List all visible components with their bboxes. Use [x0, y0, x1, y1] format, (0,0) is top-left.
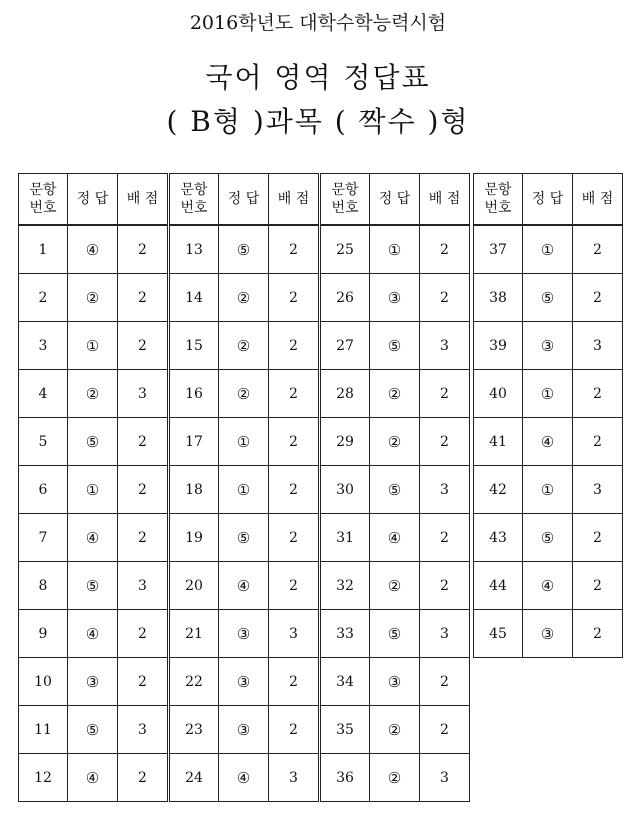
- answer-cell: ④: [68, 514, 118, 562]
- column-header-points-label: 배 점: [428, 191, 461, 207]
- points-cell: 2: [573, 562, 623, 610]
- table-header-row: [321, 174, 470, 226]
- table-row: [170, 370, 319, 418]
- question-number-cell: 4: [19, 370, 68, 418]
- table-row: [19, 610, 168, 658]
- table-row: [170, 225, 319, 274]
- column-header-number: [321, 174, 370, 226]
- points-cell: 2: [420, 658, 470, 706]
- question-number-cell: 5: [19, 418, 68, 466]
- points-cell: 2: [118, 274, 168, 322]
- table-row: [19, 562, 168, 610]
- question-number-cell: 26: [321, 274, 370, 322]
- question-number-cell: 13: [170, 225, 219, 274]
- question-number-cell: 33: [321, 610, 370, 658]
- points-cell: 2: [573, 610, 623, 658]
- column-header-points: [573, 174, 623, 226]
- column-header-answer-label: 정 답: [378, 191, 411, 207]
- points-cell: 3: [118, 370, 168, 418]
- table-row: [170, 658, 319, 706]
- answer-cell: ④: [523, 418, 573, 466]
- answer-cell: ②: [370, 418, 420, 466]
- question-number-cell: 45: [474, 610, 523, 658]
- column-header-answer: [523, 174, 573, 226]
- points-cell: 2: [269, 706, 319, 754]
- column-header-answer: [370, 174, 420, 226]
- points-cell: 2: [118, 322, 168, 370]
- table-row: [474, 466, 623, 514]
- exam-type-line: ( B형 )과목 ( 짝수 )형: [166, 105, 470, 138]
- answer-cell: ⑤: [523, 514, 573, 562]
- question-number-cell: 22: [170, 658, 219, 706]
- answer-cell: ③: [370, 658, 420, 706]
- question-number-cell: 31: [321, 514, 370, 562]
- answer-cell: ⑤: [523, 274, 573, 322]
- table-row: [19, 514, 168, 562]
- question-number-cell: 12: [19, 754, 68, 802]
- exam-title: 2016학년도 대학수학능력시험: [189, 12, 447, 34]
- question-number-cell: 15: [170, 322, 219, 370]
- points-cell: 2: [118, 610, 168, 658]
- answer-table-3: [320, 173, 470, 802]
- question-number-cell: 34: [321, 658, 370, 706]
- answer-cell: ②: [68, 274, 118, 322]
- answer-cell: ②: [219, 274, 269, 322]
- table-row: [321, 370, 470, 418]
- table-row: [474, 610, 623, 658]
- table-row: [474, 514, 623, 562]
- points-cell: 2: [269, 418, 319, 466]
- answer-cell: ③: [219, 610, 269, 658]
- table-row: [170, 322, 319, 370]
- answer-cell: ④: [68, 225, 118, 274]
- answer-cell: ⑤: [370, 466, 420, 514]
- answer-cell: ②: [370, 562, 420, 610]
- column-header-number: [474, 174, 523, 226]
- points-cell: 2: [420, 370, 470, 418]
- points-cell: 2: [118, 514, 168, 562]
- question-number-cell: 35: [321, 706, 370, 754]
- answer-cell: ⑤: [68, 706, 118, 754]
- answer-cell: ③: [523, 610, 573, 658]
- answer-cell: ①: [523, 466, 573, 514]
- table-row: [19, 274, 168, 322]
- answer-table-2: [169, 173, 319, 802]
- points-cell: 2: [420, 562, 470, 610]
- table-row: [474, 322, 623, 370]
- answer-cell: ①: [370, 225, 420, 274]
- answer-cell: ①: [68, 466, 118, 514]
- question-number-cell: 29: [321, 418, 370, 466]
- question-number-cell: 16: [170, 370, 219, 418]
- table-row: [321, 322, 470, 370]
- column-header-points-label: 배 점: [581, 191, 614, 207]
- column-header-answer-label: 정 답: [76, 191, 109, 207]
- points-cell: 2: [118, 225, 168, 274]
- question-number-cell: 25: [321, 225, 370, 274]
- points-cell: 2: [420, 514, 470, 562]
- question-number-cell: 37: [474, 225, 523, 274]
- points-cell: 2: [420, 418, 470, 466]
- column-header-answer: [68, 174, 118, 226]
- table-row: [321, 658, 470, 706]
- table-row: [321, 418, 470, 466]
- points-cell: 2: [573, 225, 623, 274]
- points-cell: 3: [573, 322, 623, 370]
- question-number-cell: 3: [19, 322, 68, 370]
- question-number-cell: 9: [19, 610, 68, 658]
- question-number-cell: 18: [170, 466, 219, 514]
- question-number-cell: 14: [170, 274, 219, 322]
- column-header-points-label: 배 점: [126, 191, 159, 207]
- answer-cell: ⑤: [219, 225, 269, 274]
- answer-cell: ④: [370, 514, 420, 562]
- question-number-cell: 19: [170, 514, 219, 562]
- answer-cell: ⑤: [370, 610, 420, 658]
- question-number-cell: 8: [19, 562, 68, 610]
- column-header-number: [19, 174, 68, 226]
- question-number-cell: 7: [19, 514, 68, 562]
- answer-cell: ⑤: [219, 514, 269, 562]
- table-row: [19, 322, 168, 370]
- points-cell: 2: [269, 466, 319, 514]
- column-header-number-label: 문항 번호: [484, 182, 512, 216]
- question-number-cell: 41: [474, 418, 523, 466]
- question-number-cell: 1: [19, 225, 68, 274]
- question-number-cell: 40: [474, 370, 523, 418]
- column-header-number-label: 문항 번호: [29, 182, 57, 216]
- answer-cell: ④: [219, 562, 269, 610]
- question-number-cell: 38: [474, 274, 523, 322]
- answer-cell: ④: [523, 562, 573, 610]
- answer-cell: ⑤: [68, 418, 118, 466]
- column-header-points-label: 배 점: [277, 191, 310, 207]
- answer-cell: ③: [523, 322, 573, 370]
- answer-cell: ④: [219, 754, 269, 802]
- table-row: [170, 274, 319, 322]
- table-row: [170, 514, 319, 562]
- table-row: [19, 706, 168, 754]
- answer-table-1: [18, 173, 168, 802]
- answer-cell: ②: [219, 370, 269, 418]
- answer-cell: ③: [219, 706, 269, 754]
- question-number-cell: 21: [170, 610, 219, 658]
- answer-cell: ①: [68, 322, 118, 370]
- table-row: [321, 225, 470, 274]
- question-number-cell: 39: [474, 322, 523, 370]
- table-row: [474, 225, 623, 274]
- column-header-answer-label: 정 답: [227, 191, 260, 207]
- points-cell: 2: [118, 418, 168, 466]
- column-header-answer-label: 정 답: [531, 191, 564, 207]
- points-cell: 3: [420, 610, 470, 658]
- question-number-cell: 2: [19, 274, 68, 322]
- column-header-points: [118, 174, 168, 226]
- answer-cell: ⑤: [68, 562, 118, 610]
- table-row: [170, 610, 319, 658]
- table-row: [19, 370, 168, 418]
- points-cell: 3: [420, 754, 470, 802]
- table-row: [19, 754, 168, 802]
- answer-cell: ②: [68, 370, 118, 418]
- points-cell: 2: [573, 370, 623, 418]
- question-number-cell: 20: [170, 562, 219, 610]
- column-header-points: [269, 174, 319, 226]
- points-cell: 2: [269, 658, 319, 706]
- table-row: [474, 418, 623, 466]
- table-row: [170, 754, 319, 802]
- answer-cell: ④: [68, 754, 118, 802]
- table-row: [170, 562, 319, 610]
- points-cell: 2: [269, 322, 319, 370]
- answer-table-4: [473, 173, 623, 658]
- answer-cell: ②: [370, 370, 420, 418]
- question-number-cell: 42: [474, 466, 523, 514]
- points-cell: 2: [269, 370, 319, 418]
- question-number-cell: 44: [474, 562, 523, 610]
- points-cell: 2: [420, 225, 470, 274]
- points-cell: 3: [118, 562, 168, 610]
- points-cell: 2: [118, 754, 168, 802]
- points-cell: 2: [420, 706, 470, 754]
- answer-cell: ③: [370, 274, 420, 322]
- table-row: [321, 610, 470, 658]
- answer-cell: ②: [219, 322, 269, 370]
- answer-cell: ①: [523, 225, 573, 274]
- table-header-row: [170, 174, 319, 226]
- answer-cell: ③: [219, 658, 269, 706]
- points-cell: 2: [269, 274, 319, 322]
- question-number-cell: 10: [19, 658, 68, 706]
- column-header-number-label: 문항 번호: [331, 182, 359, 216]
- question-number-cell: 36: [321, 754, 370, 802]
- table-row: [170, 706, 319, 754]
- table-row: [321, 274, 470, 322]
- points-cell: 2: [269, 562, 319, 610]
- table-row: [19, 466, 168, 514]
- question-number-cell: 27: [321, 322, 370, 370]
- table-row: [170, 418, 319, 466]
- question-number-cell: 11: [19, 706, 68, 754]
- points-cell: 3: [269, 754, 319, 802]
- points-cell: 2: [118, 466, 168, 514]
- points-cell: 3: [118, 706, 168, 754]
- answer-cell: ④: [68, 610, 118, 658]
- answer-cell: ①: [219, 466, 269, 514]
- points-cell: 2: [573, 274, 623, 322]
- column-header-answer: [219, 174, 269, 226]
- table-row: [474, 274, 623, 322]
- table-row: [474, 562, 623, 610]
- table-row: [321, 706, 470, 754]
- answer-cell: ①: [219, 418, 269, 466]
- table-header-row: [474, 174, 623, 226]
- answer-cell: ③: [68, 658, 118, 706]
- points-cell: 2: [269, 225, 319, 274]
- points-cell: 2: [118, 658, 168, 706]
- table-row: [321, 466, 470, 514]
- question-number-cell: 24: [170, 754, 219, 802]
- question-number-cell: 17: [170, 418, 219, 466]
- table-row: [321, 754, 470, 802]
- table-row: [474, 370, 623, 418]
- column-header-number-label: 문항 번호: [180, 182, 208, 216]
- points-cell: 3: [573, 466, 623, 514]
- column-header-number: [170, 174, 219, 226]
- points-cell: 3: [420, 466, 470, 514]
- answer-cell: ②: [370, 754, 420, 802]
- question-number-cell: 30: [321, 466, 370, 514]
- table-row: [170, 466, 319, 514]
- question-number-cell: 6: [19, 466, 68, 514]
- table-header-row: [19, 174, 168, 226]
- points-cell: 3: [269, 610, 319, 658]
- table-row: [19, 225, 168, 274]
- points-cell: 3: [420, 322, 470, 370]
- points-cell: 2: [573, 418, 623, 466]
- points-cell: 2: [573, 514, 623, 562]
- points-cell: 2: [269, 514, 319, 562]
- answer-cell: ①: [523, 370, 573, 418]
- question-number-cell: 28: [321, 370, 370, 418]
- table-row: [19, 418, 168, 466]
- answer-cell: ②: [370, 706, 420, 754]
- answer-cell: ⑤: [370, 322, 420, 370]
- table-row: [19, 658, 168, 706]
- question-number-cell: 32: [321, 562, 370, 610]
- question-number-cell: 43: [474, 514, 523, 562]
- table-row: [321, 562, 470, 610]
- points-cell: 2: [420, 274, 470, 322]
- question-number-cell: 23: [170, 706, 219, 754]
- column-header-points: [420, 174, 470, 226]
- sheet-title: 국어 영역 정답표: [205, 61, 431, 94]
- table-row: [321, 514, 470, 562]
